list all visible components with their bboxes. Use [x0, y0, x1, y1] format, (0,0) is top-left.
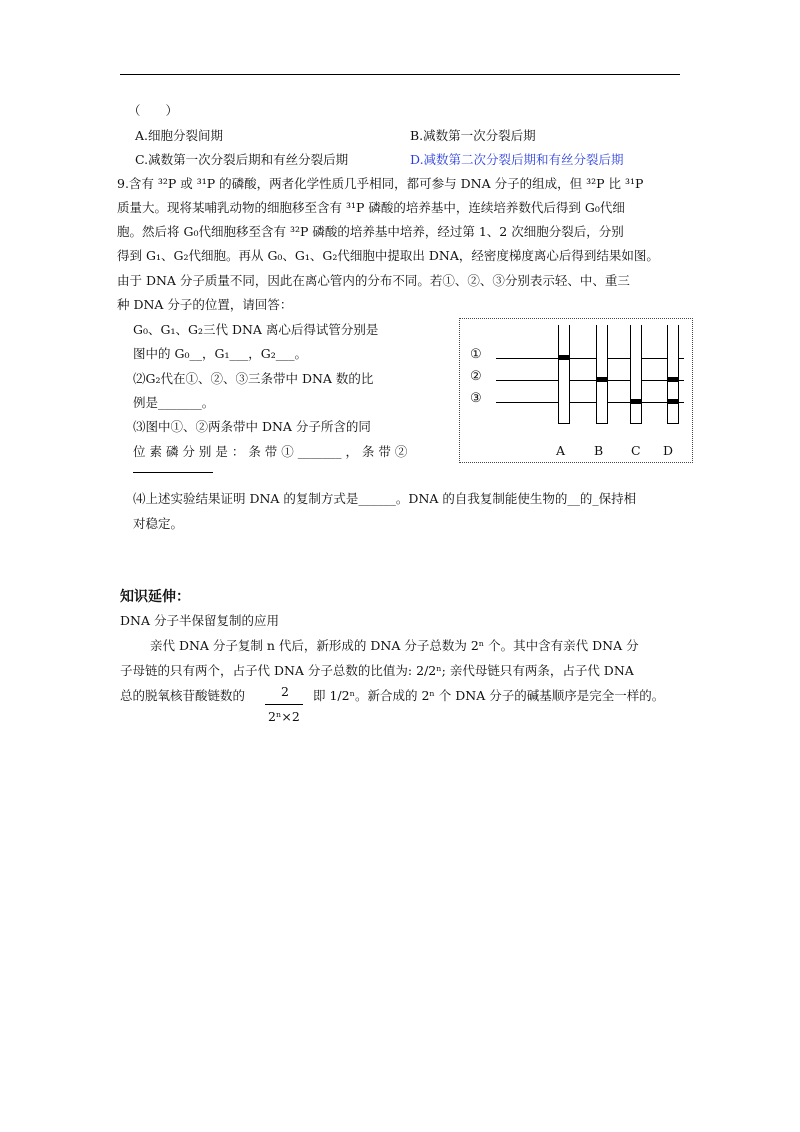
tube-label-d: D — [663, 443, 674, 458]
tube-label-a: A — [556, 443, 566, 458]
tube-b-band-middle — [596, 377, 608, 382]
q9-sub3-answer-blank — [133, 472, 213, 473]
guide-line-2 — [496, 380, 684, 381]
q9-sub1-line1: G₀、G₁、G₂三代 DNA 离心后得试管分别是 — [133, 322, 379, 337]
q9-sub2-line2: 例是_______。 — [133, 395, 215, 410]
q9-sub3-line2: 位 素 磷 分 别 是 ： 条 带 ① _______ ， 条 带 ② — [133, 444, 408, 459]
guide-line-3 — [496, 402, 684, 403]
tube-c-band-heavy — [630, 399, 642, 404]
extension-para-line3-tail: 即 1/2ⁿ。新合成的 2ⁿ 个 DNA 分子的碱基顺序是完全一样的。 — [313, 688, 665, 703]
tube-label-c: C — [631, 443, 641, 458]
q8-answer-paren: （ ） — [128, 103, 179, 118]
extension-subtitle: DNA 分子半保留复制的应用 — [120, 613, 279, 628]
q9-line-3: 胞。然后将 G₀代细胞移至含有 ³²P 磷酸的培养基中培养，经过第 1、2 次细胞分裂后，分别 — [117, 224, 624, 239]
extension-para-line3: 总的脱氧核苷酸链数的 — [120, 688, 246, 703]
q9-sub3-line1: ⑶图中①、②两条带中 DNA 分子所含的同 — [133, 419, 371, 434]
q9-line-6: 种 DNA 分子的位置，请回答： — [117, 297, 293, 312]
tube-c — [630, 325, 642, 424]
tube-a-band-light — [558, 355, 570, 360]
fraction-bar — [265, 704, 303, 705]
q8-option-c: C.减数第一次分裂后期和有丝分裂后期 — [135, 152, 349, 167]
band-label-3: ③ — [470, 391, 482, 406]
q9-sub4-line2: 对稳定。 — [133, 516, 184, 531]
q9-line-5: 由于 DNA 分子质量不同，因此在离心管内的分布不同。若①、②、③分别表示轻、中、重三 — [117, 273, 630, 288]
q9-sub4-line1: ⑷上述实验结果证明 DNA 的复制方式是______。DNA 的自我复制能使生物的__的_保持相 — [133, 491, 637, 506]
fraction-denominator: 2ⁿ×2 — [268, 709, 300, 724]
extension-para-line2: 子母链的只有两个，占子代 DNA 分子总数的比值为: 2/2ⁿ; 亲代母链只有两条，占子代 DNA — [120, 663, 634, 678]
q9-line-1: 9.含有 ³²P 或 ³¹P 的磷酸，两者化学性质几乎相同，都可参与 DNA 分子的组成，但 ³²P 比 ³¹P — [117, 176, 644, 191]
q8-option-a: A.细胞分裂间期 — [135, 128, 224, 143]
band-label-1: ① — [470, 347, 482, 362]
tube-d-band-heavy — [667, 399, 679, 404]
tube-label-b: B — [594, 443, 604, 458]
q9-line-2: 质量大。现将某哺乳动物的细胞移至含有 ³¹P 磷酸的培养基中，连续培养数代后得到 G₀代细 — [117, 200, 625, 215]
q9-line-4: 得到 G₁、G₂代细胞。再从 G₀、G₁、G₂代细胞中提取出 DNA，经密度梯度离心后得到结果如图。 — [117, 248, 659, 263]
tube-d — [667, 325, 679, 424]
q9-sub1-line2: 图中的 G₀__，G₁___，G₂___。 — [133, 346, 307, 361]
q9-sub2-line1: ⑵G₂代在①、②、③三条带中 DNA 数的比 — [133, 371, 374, 386]
header-rule — [120, 74, 680, 75]
tube-a — [558, 325, 570, 424]
tube-b — [596, 325, 608, 424]
q8-option-b: B.减数第一次分裂后期 — [410, 128, 536, 143]
tube-d-band-middle — [667, 377, 679, 382]
centrifuge-figure — [459, 318, 693, 463]
fraction-numerator: 2 — [281, 684, 289, 699]
extension-heading: 知识延伸： — [120, 589, 190, 605]
extension-para-line1: 亲代 DNA 分子复制 n 代后，新形成的 DNA 分子总数为 2ⁿ 个。其中含有亲代 DNA 分 — [150, 638, 639, 653]
guide-line-1 — [496, 358, 684, 359]
band-label-2: ② — [470, 369, 482, 384]
q8-option-d: D.减数第二次分裂后期和有丝分裂后期 — [410, 152, 624, 167]
